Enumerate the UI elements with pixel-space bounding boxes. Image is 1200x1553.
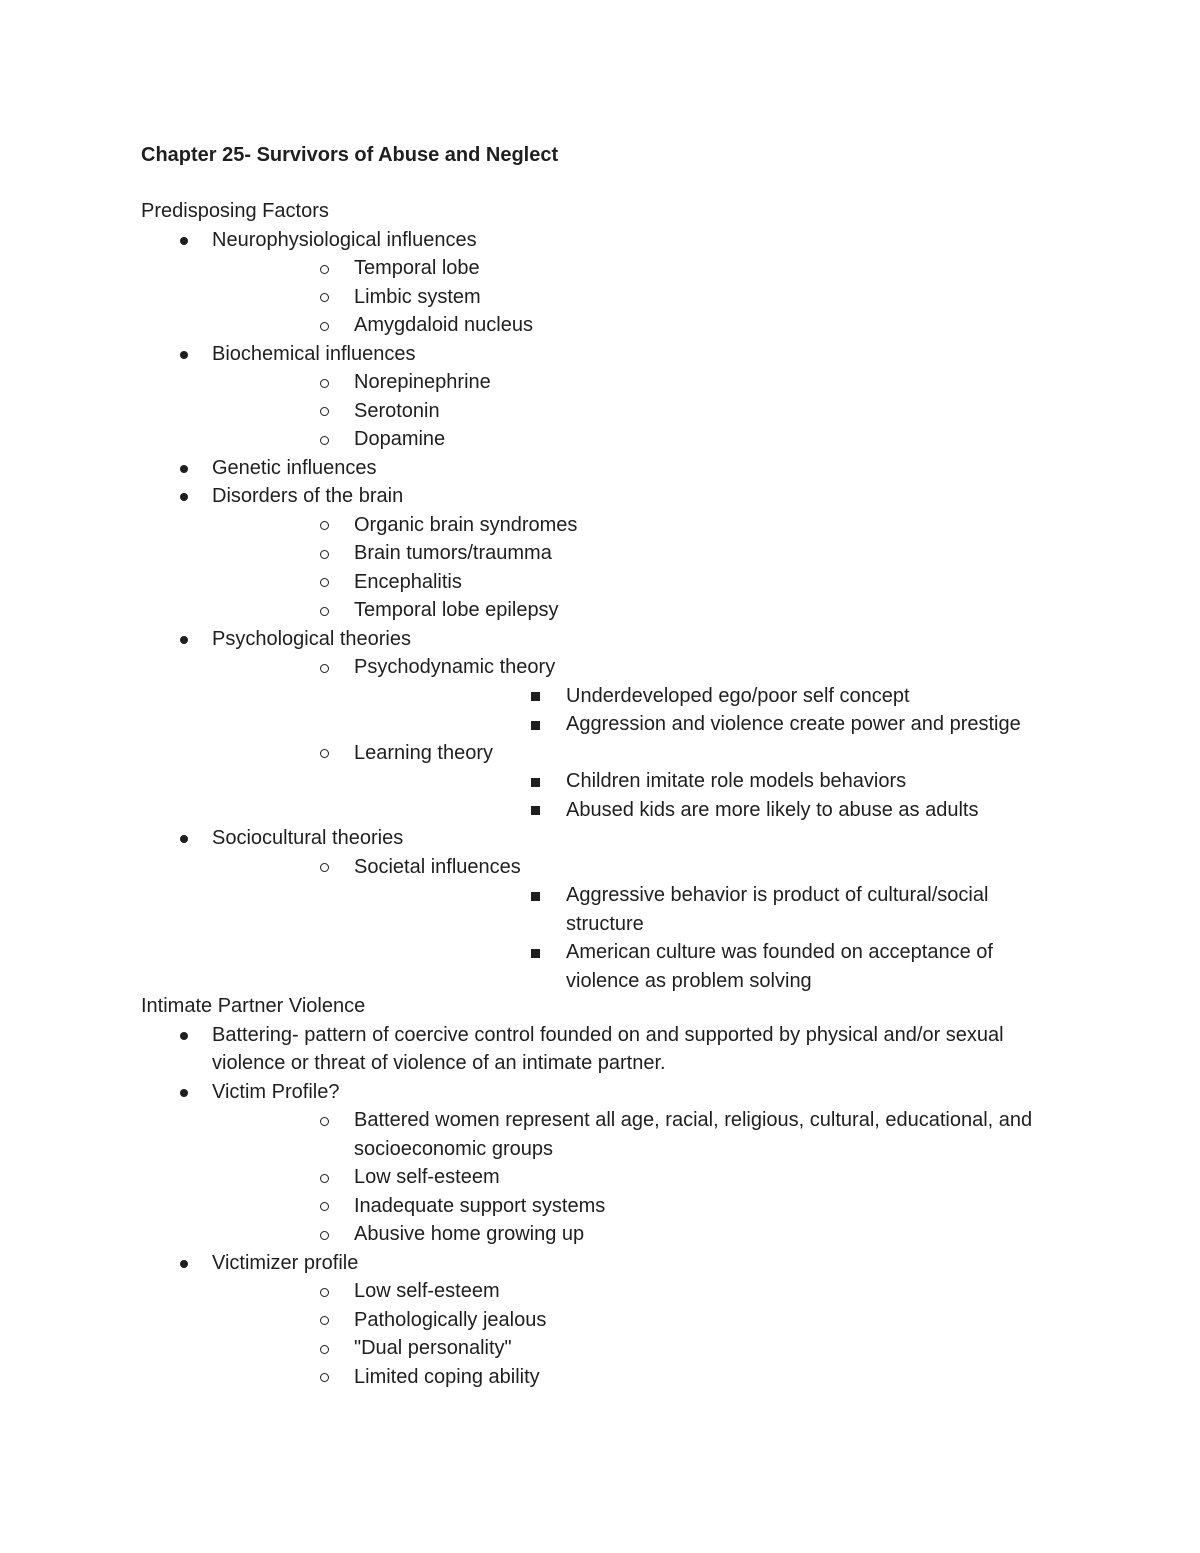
list-item: American culture was founded on acceptance of violence as problem solving <box>354 938 1041 995</box>
circle-bullet-icon <box>320 1174 329 1183</box>
circle-bullet-icon <box>320 1202 329 1211</box>
list-item: Pathologically jealous <box>212 1306 1041 1335</box>
bullet-list <box>141 1021 1041 1392</box>
list-item: Limited coping ability <box>212 1363 1041 1392</box>
disc-bullet-icon <box>180 1089 188 1097</box>
list-item: Psychodynamic theory Underdeveloped ego/poor self concept Aggression and violence create power and prestige <box>212 653 1041 739</box>
list-item: Dopamine <box>212 425 1041 454</box>
disc-bullet-icon <box>180 636 188 644</box>
section-heading: Predisposing Factors <box>141 200 329 222</box>
section-intimate-partner-violence <box>141 992 1041 1391</box>
circle-bullet-icon <box>320 265 329 274</box>
circle-bullet-icon <box>320 1345 329 1354</box>
circle-bullet-icon <box>320 578 329 587</box>
list-item: Victim Profile? Battered women represent all age, racial, religious, cultural, educational, and socioeconomic groups Low self-esteem Inadequate support systems Abusive home growing up <box>141 1078 1041 1249</box>
circle-bullet-icon <box>320 863 329 872</box>
section-predisposing-factors <box>141 197 1041 995</box>
list-item: Abused kids are more likely to abuse as adults <box>354 796 1041 825</box>
list-item: Abusive home growing up <box>212 1220 1041 1249</box>
list-item: Serotonin <box>212 397 1041 426</box>
circle-bullet-icon <box>320 1316 329 1325</box>
sub-sub-list <box>354 881 1041 995</box>
list-item: Organic brain syndromes <box>212 511 1041 540</box>
list-item: Temporal lobe <box>212 254 1041 283</box>
list-item: Inadequate support systems <box>212 1192 1041 1221</box>
list-item: Battered women represent all age, racial, religious, cultural, educational, and socioeconomic groups <box>212 1106 1041 1163</box>
circle-bullet-icon <box>320 407 329 416</box>
circle-bullet-icon <box>320 436 329 445</box>
circle-bullet-icon <box>320 550 329 559</box>
disc-bullet-icon <box>180 493 188 501</box>
bullet-list <box>141 226 1041 996</box>
list-item: Neurophysiological influences Temporal lobe Limbic system Amygdaloid nucleus <box>141 226 1041 340</box>
square-bullet-icon <box>531 692 540 701</box>
list-item: Learning theory Children imitate role models behaviors Abused kids are more likely to abuse as adults <box>212 739 1041 825</box>
list-item: Underdeveloped ego/poor self concept <box>354 682 1041 711</box>
list-item: Encephalitis <box>212 568 1041 597</box>
list-item: Sociocultural theories Societal influences Aggressive behavior is product of cultural/social structure American culture was founded on acceptance of violence as problem solving <box>141 824 1041 995</box>
section-heading: Intimate Partner Violence <box>141 995 366 1017</box>
circle-bullet-icon <box>320 1231 329 1240</box>
disc-bullet-icon <box>180 1260 188 1268</box>
disc-bullet-icon <box>180 835 188 843</box>
list-item: Genetic influences <box>141 454 1041 483</box>
list-item: Psychological theories Psychodynamic theory Underdeveloped ego/poor self concept Aggression and violence create power and prestige Learning theory Children imitate role models behaviors Abused kids are more likely to abuse as adults <box>141 625 1041 825</box>
list-item: Amygdaloid nucleus <box>212 311 1041 340</box>
square-bullet-icon <box>531 892 540 901</box>
sub-sub-list <box>354 682 1041 739</box>
disc-bullet-icon <box>180 237 188 245</box>
list-item: Children imitate role models behaviors <box>354 767 1041 796</box>
circle-bullet-icon <box>320 1117 329 1126</box>
sub-list <box>212 653 1041 824</box>
sub-list <box>212 1106 1041 1249</box>
list-item: Brain tumors/traumma <box>212 539 1041 568</box>
list-item: Low self-esteem <box>212 1277 1041 1306</box>
sub-list <box>212 368 1041 454</box>
list-item: Societal influences Aggressive behavior is product of cultural/social structure American culture was founded on acceptance of violence as problem solving <box>212 853 1041 996</box>
disc-bullet-icon <box>180 1032 188 1040</box>
list-item: Limbic system <box>212 283 1041 312</box>
sub-sub-list <box>354 767 1041 824</box>
sub-list <box>212 1277 1041 1391</box>
list-item: Aggressive behavior is product of cultural/social structure <box>354 881 1041 938</box>
disc-bullet-icon <box>180 465 188 473</box>
circle-bullet-icon <box>320 293 329 302</box>
list-item: Victimizer profile Low self-esteem Pathologically jealous "Dual personality" Limited coping ability <box>141 1249 1041 1392</box>
list-item: Temporal lobe epilepsy <box>212 596 1041 625</box>
disc-bullet-icon <box>180 351 188 359</box>
list-item: Low self-esteem <box>212 1163 1041 1192</box>
circle-bullet-icon <box>320 521 329 530</box>
list-item: Norepinephrine <box>212 368 1041 397</box>
square-bullet-icon <box>531 721 540 730</box>
list-item: "Dual personality" <box>212 1334 1041 1363</box>
sub-list <box>212 254 1041 340</box>
list-item: Battering- pattern of coercive control founded on and supported by physical and/or sexual violence or threat of violence of an intimate partner. <box>141 1021 1041 1078</box>
circle-bullet-icon <box>320 322 329 331</box>
circle-bullet-icon <box>320 379 329 388</box>
square-bullet-icon <box>531 778 540 787</box>
list-item: Disorders of the brain Organic brain syndromes Brain tumors/traumma Encephalitis Temporal lobe epilepsy <box>141 482 1041 625</box>
list-item: Aggression and violence create power and prestige <box>354 710 1041 739</box>
square-bullet-icon <box>531 806 540 815</box>
circle-bullet-icon <box>320 664 329 673</box>
sub-list <box>212 511 1041 625</box>
square-bullet-icon <box>531 949 540 958</box>
document-title: Chapter 25- Survivors of Abuse and Neglect <box>141 144 559 166</box>
circle-bullet-icon <box>320 1288 329 1297</box>
circle-bullet-icon <box>320 607 329 616</box>
circle-bullet-icon <box>320 1373 329 1382</box>
sub-list <box>212 853 1041 996</box>
list-item: Biochemical influences Norepinephrine Serotonin Dopamine <box>141 340 1041 454</box>
circle-bullet-icon <box>320 749 329 758</box>
